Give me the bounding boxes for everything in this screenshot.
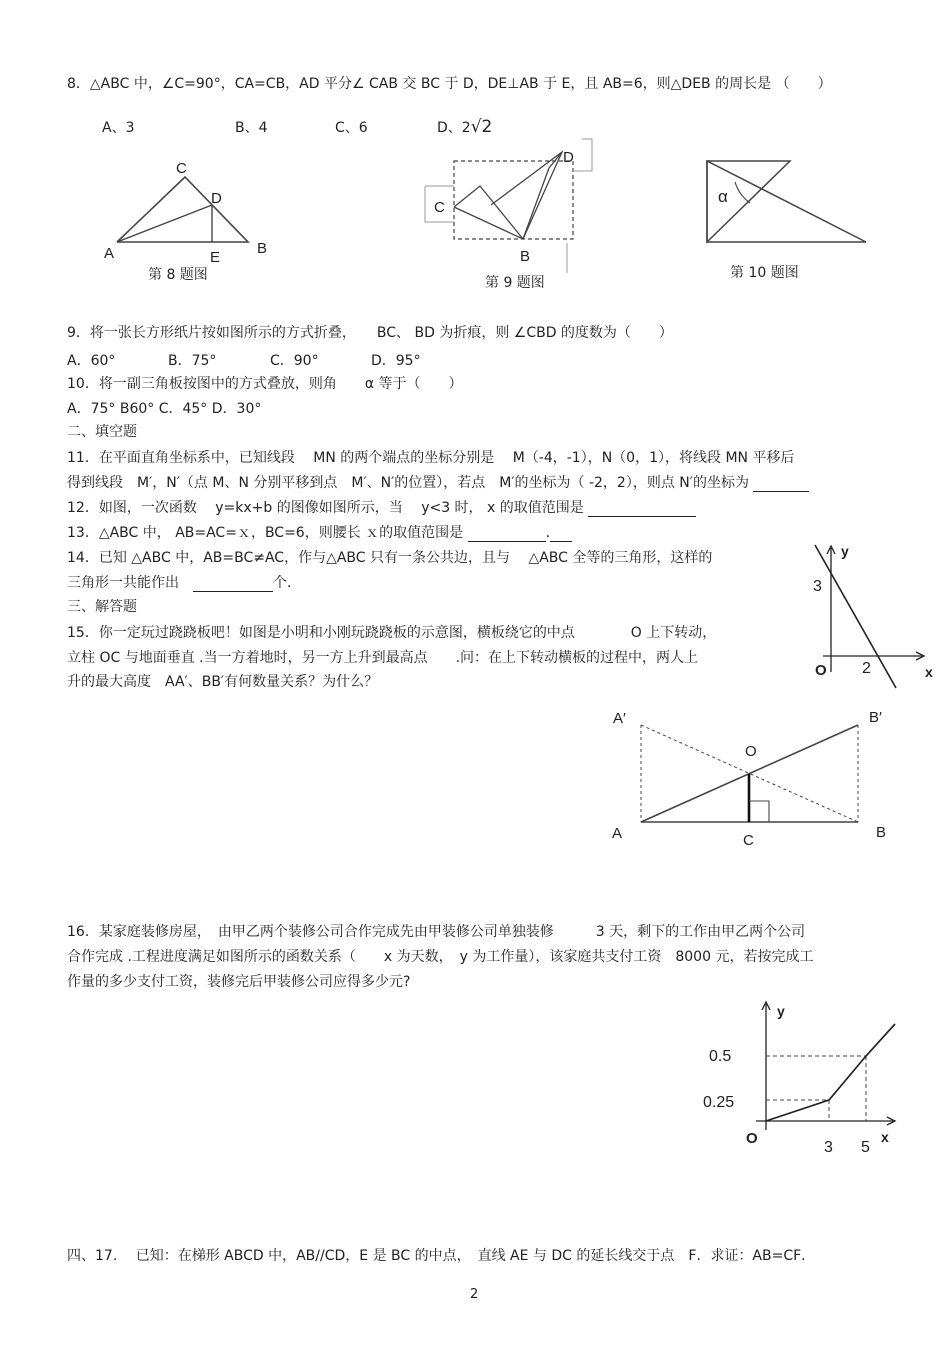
fig8-label-d: D [211, 190, 222, 207]
page-number: 2 [470, 1287, 479, 1302]
q9-text: 9．将一张长方形纸片按如图所示的方式折叠， BC、 BD 为折痕，则 ∠CBD 的度数为（ ） [67, 325, 673, 341]
q16-line3: 作量的多少支付工资，装修完后甲装修公司应得多少元? [67, 974, 411, 990]
q13-text: 13．△ABC 中， AB=AC=ｘ，BC=6，则腰长 ｘ的取值范围是 [67, 525, 464, 541]
q15-line3: 升的最大高度 AA′、BB′有何数量关系？为什么？ [67, 674, 379, 690]
fig15-label-a-prime: A′ [613, 710, 626, 727]
fig15-label-b: B [876, 824, 887, 841]
section-2-heading: 二、填空题 [67, 424, 137, 440]
q16-line1: 16．某家庭装修房屋， 由甲乙两个装修公司合作完成先由甲装修公司单独装修 3 天，剩下的工作由甲乙两个公司 [67, 924, 806, 940]
q11-line1: 11．在平面直角坐标系中，已知线段 MN 的两个端点的坐标分别是 M（-4，-1），N（0，1），将线段 MN 平移后 [67, 450, 795, 466]
q8-option-d-radical: √2 [470, 117, 493, 137]
graph12-y-label: y [841, 543, 849, 559]
fig8-caption: 第 8 题图 [148, 267, 208, 283]
q17-text: 四、17. 已知：在梯形 ABCD 中，AB//CD，E 是 BC 的中点， 直线 AE 与 DC 的延长线交于点 F．求证：AB=CF． [67, 1248, 816, 1264]
q9-option-b: B．75° [168, 353, 217, 369]
q10-options: A．75° B60° C．45° D．30° [67, 401, 262, 417]
graph16-x-label-5: 5 [861, 1139, 870, 1156]
graph16-x-label: x [881, 1129, 889, 1145]
q16-line2: 合作完成 .工程进度满足如图所示的函数关系（ x 为天数， y 为工作量），该家庭共支付工资 8000 元，若按完成工 [67, 949, 814, 965]
q8-text: 8．△ABC 中，∠C=90°，CA=CB，AD 平分∠ CAB 交 BC 于 D，DE⊥AB 于 E，且 AB=6，则△DEB 的周长是 （ ） [67, 76, 832, 92]
fig8-label-e: E [210, 249, 221, 266]
fig15-label-a: A [612, 825, 623, 842]
q13-tail: . [545, 525, 551, 541]
q14-line2-a: 三角形一共能作出 [67, 575, 179, 591]
fig10-label-alpha: α [718, 187, 728, 206]
fig15-label-o: O [745, 743, 757, 760]
q10-text: 10．将一副三角板按图中的方式叠放，则角 α 等于（ ） [67, 376, 463, 392]
fig15-label-c: C [743, 832, 754, 849]
fig15-label-b-prime: B′ [869, 709, 882, 726]
fig9-label-c: C [434, 199, 445, 216]
section-3-heading: 三、解答题 [67, 599, 137, 615]
q12-text: 12．如图，一次函数 y=kx+b 的图像如图所示，当 y<3 时， x 的取值范围是 [67, 500, 584, 516]
q8-option-c: C、6 [335, 120, 368, 136]
fig9-caption: 第 9 题图 [485, 275, 545, 291]
graph12-y-intercept: 3 [813, 578, 822, 595]
fig9-label-b: B [520, 248, 531, 265]
graph16-y-label-05: 0.5 [709, 1048, 732, 1065]
graph12-x-intercept: 2 [862, 660, 871, 677]
q8-option-d-label: D、2 [437, 120, 471, 136]
q9-option-c: C．90° [270, 353, 319, 369]
q14-line1: 14．已知 △ABC 中，AB=BC≠AC，作与△ABC 只有一条公共边，且与 △ABC 全等的三角形，这样的 [67, 550, 713, 566]
graph16-y-label: y [777, 1003, 785, 1019]
graph16-y-label-025: 0.25 [703, 1094, 735, 1111]
q8-option-b: B、4 [235, 120, 268, 136]
graph16-origin: O [746, 1130, 758, 1147]
q14-line2-b: 个. [273, 575, 292, 591]
graph16-progress-line [766, 1024, 895, 1121]
q15-line2: 立柱 OC 与地面垂直 .当一方着地时，另一方上升到最高点 .问：在上下转动横板的过程中，两人上 [67, 650, 699, 666]
graph16-x-label-3: 3 [824, 1139, 833, 1156]
fig8-label-c: C [176, 160, 187, 177]
q9-option-a: A．60° [67, 353, 116, 369]
fig9-label-d: D [563, 149, 574, 166]
q15-line1: 15．你一定玩过跷跷板吧！如图是小明和小刚玩跷跷板的示意图，横板绕它的中点 O 上下转动， [67, 625, 717, 641]
graph12-x-label: x [925, 664, 933, 680]
fig8-label-a: A [104, 245, 115, 262]
q9-option-d: D．95° [371, 353, 421, 369]
fig10-caption: 第 10 题图 [730, 265, 799, 281]
q11-line2-text: 得到线段 M′，N′（点 M、N 分别平移到点 M′、N′的位置），若点 M′的坐标为（ -2，2），则点 N′的坐标为 [67, 475, 749, 491]
q8-option-a: A、3 [102, 120, 135, 136]
graph12-origin: O [815, 662, 827, 679]
fig8-label-b: B [257, 240, 268, 257]
